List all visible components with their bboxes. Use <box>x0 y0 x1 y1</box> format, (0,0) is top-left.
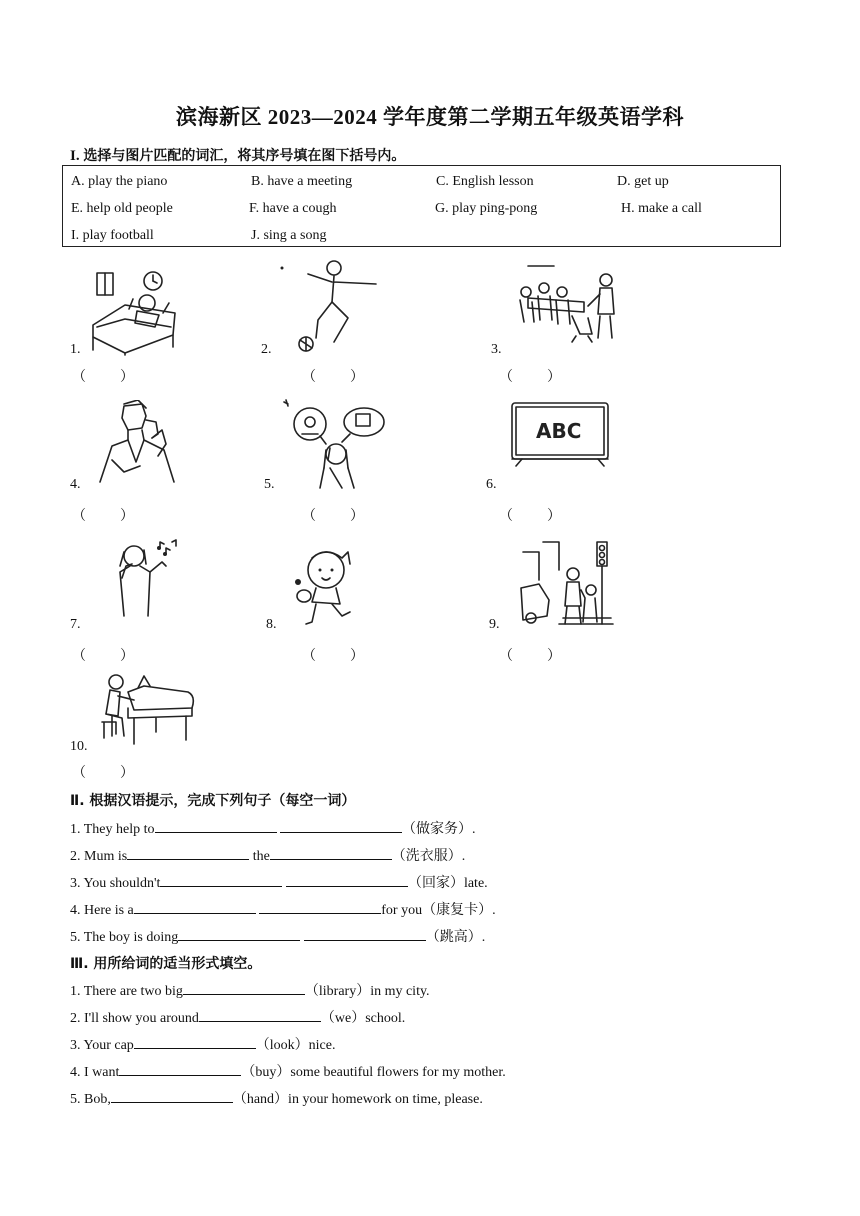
option-j: J. sing a song <box>251 228 327 243</box>
s3-1-blank[interactable] <box>183 981 305 995</box>
s2-5-blank-b[interactable] <box>304 927 426 941</box>
phone-call-icon <box>280 398 388 490</box>
s3-2-hint: （we）school. <box>320 1011 406 1026</box>
bed-wakeup-icon <box>85 265 180 357</box>
item-2-answer[interactable]: （ ） <box>302 370 366 385</box>
football-player-icon <box>278 258 383 354</box>
item-7-number: 7. <box>70 617 81 632</box>
option-f: F. have a cough <box>249 201 337 216</box>
s2-4-blank-b[interactable] <box>259 900 381 914</box>
section2-heading: Ⅱ. 根据汉语提示，完成下列句子（每空一词） <box>70 793 356 809</box>
blackboard-text: ABC <box>536 419 582 443</box>
s2-sentence-4 <box>70 899 496 919</box>
option-c: C. English lesson <box>436 174 534 189</box>
s3-sentence-3 <box>70 1034 336 1054</box>
item-9-answer[interactable]: （ ） <box>499 649 563 664</box>
s2-3-text: 3. You shouldn't <box>70 876 161 891</box>
s3-5-text: 5. Bob, <box>70 1092 111 1107</box>
item-6-answer[interactable]: （ ） <box>499 509 563 524</box>
s2-sentence-2 <box>70 845 465 865</box>
item-7-answer[interactable]: （ ） <box>72 649 136 664</box>
option-e: E. help old people <box>71 201 173 216</box>
option-g: G. play ping-pong <box>435 201 538 216</box>
option-h: H. make a call <box>621 201 702 216</box>
s2-1-blank-b[interactable] <box>280 819 402 833</box>
s3-1-hint: （library）in my city. <box>304 984 430 999</box>
piano-icon <box>98 672 198 746</box>
singing-icon <box>108 538 184 618</box>
s2-5-hint: （跳高）. <box>425 930 486 945</box>
section1-heading <box>70 145 405 165</box>
s3-sentence-1 <box>70 980 430 1000</box>
option-d: D. get up <box>617 174 669 189</box>
s3-4-text: 4. I want <box>70 1065 120 1080</box>
s3-sentence-4 <box>70 1061 506 1081</box>
meeting-icon <box>514 262 626 344</box>
item-3-number: 3. <box>491 342 502 357</box>
item-3-answer[interactable]: （ ） <box>499 370 563 385</box>
s3-1-text: 1. There are two big <box>70 984 183 999</box>
s2-5-text: 5. The boy is doing <box>70 930 179 945</box>
ping-pong-icon <box>292 546 362 628</box>
item-2-number: 2. <box>261 342 272 357</box>
s2-1-blank-a[interactable] <box>155 819 277 833</box>
option-i: I. play football <box>71 228 154 243</box>
s2-3-hint: （回家）late. <box>407 876 488 891</box>
s2-2-mid: the <box>249 849 270 864</box>
s3-3-blank[interactable] <box>134 1035 256 1049</box>
s2-2-blank-b[interactable] <box>270 846 392 860</box>
s2-3-blank-a[interactable] <box>160 873 282 887</box>
s2-4-blank-a[interactable] <box>134 900 256 914</box>
s3-3-hint: （look）nice. <box>255 1038 336 1053</box>
page-title: 滨海新区 2023—2024 学年度第二学期五年级英语学科 <box>176 105 684 129</box>
s3-2-text: 2. I'll show you around <box>70 1011 199 1026</box>
s2-2-blank-a[interactable] <box>127 846 249 860</box>
item-1-answer[interactable]: （ ） <box>72 370 136 385</box>
s3-sentence-2 <box>70 1007 405 1027</box>
s2-1-hint: （做家务）. <box>402 822 476 837</box>
s3-4-hint: （buy）some beautiful flowers for my mother. <box>241 1065 506 1080</box>
s2-4-hint: for you（康复卡）. <box>381 903 496 918</box>
s2-1-text: 1. They help to <box>70 822 155 837</box>
item-5-answer[interactable]: （ ） <box>302 509 366 524</box>
item-4-answer[interactable]: （ ） <box>72 509 136 524</box>
s3-4-blank[interactable] <box>119 1062 241 1076</box>
item-4-number: 4. <box>70 477 81 492</box>
section3-heading: Ⅲ. 用所给词的适当形式填空。 <box>70 956 262 972</box>
s3-5-blank[interactable] <box>111 1089 233 1103</box>
s3-sentence-5 <box>70 1088 483 1108</box>
option-a: A. play the piano <box>71 174 168 189</box>
item-1-number: 1. <box>70 342 81 357</box>
s3-3-text: 3. Your cap <box>70 1038 134 1053</box>
s2-4-text: 4. Here is a <box>70 903 134 918</box>
s2-sentence-3 <box>70 872 488 892</box>
s2-3-blank-b[interactable] <box>286 873 408 887</box>
s2-sentence-1 <box>70 818 476 838</box>
item-8-number: 8. <box>266 617 277 632</box>
item-10-answer[interactable]: （ ） <box>72 766 136 781</box>
s2-5-blank-a[interactable] <box>178 927 300 941</box>
s3-2-blank[interactable] <box>199 1008 321 1022</box>
section1-instruction: 选择与图片匹配的词汇，将其序号填在图下括号内。 <box>83 148 406 164</box>
blackboard-abc-icon <box>508 401 612 467</box>
s3-5-hint: （hand）in your homework on time, please. <box>232 1092 483 1107</box>
s2-2-text: 2. Mum is <box>70 849 128 864</box>
item-6-number: 6. <box>486 477 497 492</box>
section1-number: I. <box>70 148 80 164</box>
s2-sentence-5 <box>70 926 485 946</box>
item-5-number: 5. <box>264 477 275 492</box>
help-old-people-icon <box>519 540 615 628</box>
option-b: B. have a meeting <box>251 174 353 189</box>
s2-2-hint: （洗衣服）. <box>391 849 466 864</box>
item-8-answer[interactable]: （ ） <box>302 649 366 664</box>
item-10-number: 10. <box>70 739 88 754</box>
options-box <box>62 165 781 247</box>
cough-icon <box>94 400 178 486</box>
item-9-number: 9. <box>489 617 500 632</box>
